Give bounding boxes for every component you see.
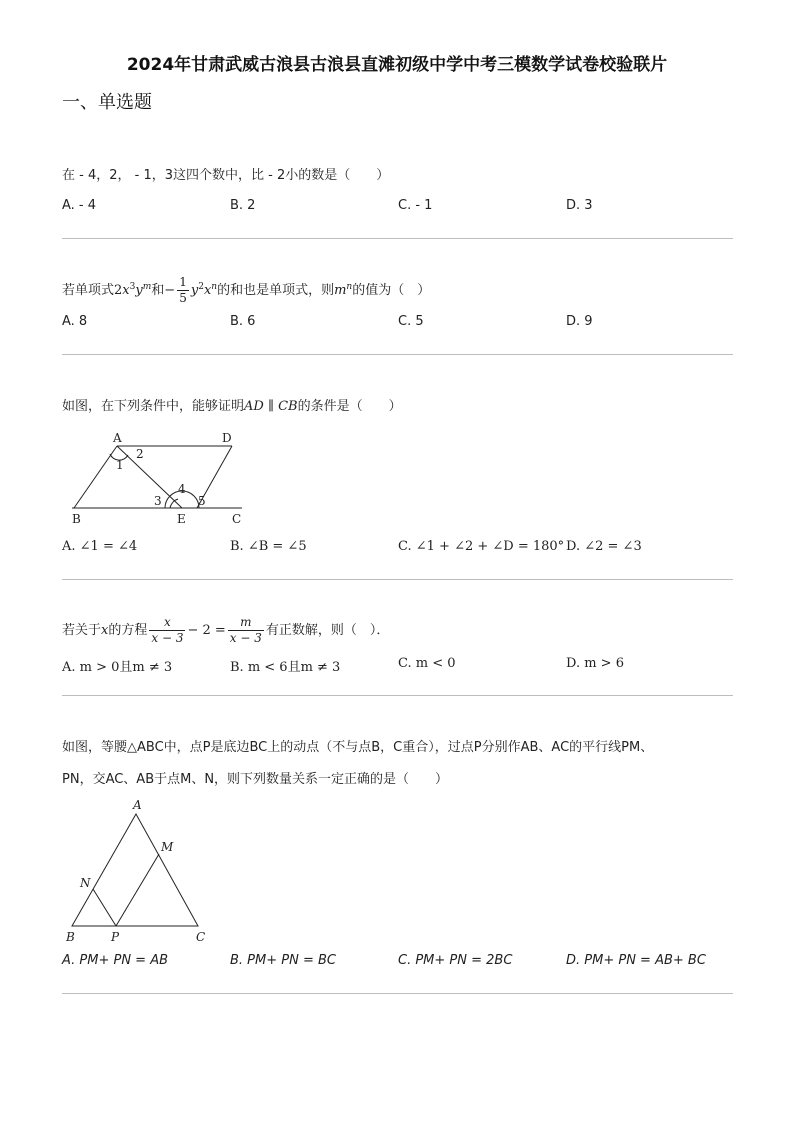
q2-frac-den: 5 xyxy=(179,291,187,305)
option-a[interactable]: A. 8 xyxy=(62,314,88,329)
q2-fraction xyxy=(177,275,189,306)
label-c: C xyxy=(196,930,206,944)
question-5-stem-line-2: PN，交AC、AB于点M、N，则下列数量关系一定正确的是（ ） xyxy=(62,772,449,787)
q2-x: x xyxy=(122,283,130,298)
question-1-stem: 在 - 4，2， - 1，3这四个数中，比 - 2小的数是（ ） xyxy=(62,168,390,183)
divider xyxy=(62,354,733,355)
q4-text-c: 有正数解，则（ ）． xyxy=(265,623,390,638)
option-b[interactable]: B. m < 6且m ≠ 3 xyxy=(230,660,341,675)
q2-m-exp: n xyxy=(346,282,353,292)
option-c[interactable]: C. ∠1 + ∠2 + ∠D = 180° xyxy=(398,539,565,554)
option-a[interactable]: A. PM+ PN = AB xyxy=(62,953,169,968)
option-b[interactable]: B. 6 xyxy=(230,314,256,329)
option-b[interactable]: B. PM+ PN = BC xyxy=(230,953,336,968)
label-d: D xyxy=(222,431,232,445)
divider xyxy=(62,695,733,696)
question-4-options xyxy=(62,656,742,676)
option-d[interactable]: D. m > 6 xyxy=(566,656,624,671)
option-c[interactable]: C. - 1 xyxy=(398,198,433,213)
option-d[interactable]: D. 9 xyxy=(566,314,593,329)
line-pm xyxy=(116,854,159,926)
label-angle-3: 3 xyxy=(154,494,162,508)
label-a: A xyxy=(113,431,122,445)
option-c[interactable]: C. PM+ PN = 2BC xyxy=(398,953,513,968)
option-b[interactable]: B. 2 xyxy=(230,198,256,213)
q4-var: x xyxy=(101,623,109,638)
q4-fraction-1 xyxy=(149,615,185,646)
divider xyxy=(62,993,733,994)
triangle-abc xyxy=(72,814,198,926)
q2-y: y xyxy=(135,283,143,298)
question-1-options xyxy=(62,198,742,218)
section-heading: 一、单选题 xyxy=(62,92,152,113)
divider xyxy=(62,579,733,580)
option-d[interactable]: D. 3 xyxy=(566,198,593,213)
line-pn xyxy=(93,889,116,926)
question-2-stem xyxy=(62,275,742,306)
label-angle-4: 4 xyxy=(178,482,186,496)
q4-f1-den: x − 3 xyxy=(151,631,184,645)
question-3-stem xyxy=(62,397,742,417)
option-c[interactable]: C. 5 xyxy=(398,314,424,329)
question-2-options xyxy=(62,314,742,334)
parallelogram-figure xyxy=(62,426,262,530)
divider xyxy=(62,238,733,239)
q2-coef: 2 xyxy=(114,283,123,298)
q4-f2-den: x − 3 xyxy=(229,631,262,645)
option-a[interactable]: A. ∠1 = ∠4 xyxy=(62,539,138,554)
question-5-stem-line-1: 如图，等腰△ABC中，点P是底边BC上的动点（不与点B，C重合），过点P分别作AB、AC的平行线PM、 xyxy=(62,740,654,755)
option-d[interactable]: D. PM+ PN = AB+ BC xyxy=(566,953,706,968)
question-3-options xyxy=(62,539,742,559)
q4-mid: − 2 = xyxy=(187,623,226,638)
option-d[interactable]: D. ∠2 = ∠3 xyxy=(566,539,642,554)
option-b[interactable]: B. ∠B = ∠5 xyxy=(230,539,307,554)
q4-text-b: 的方程 xyxy=(108,623,148,638)
option-a[interactable]: A. m > 0且m ≠ 3 xyxy=(62,660,173,675)
q2-x2: x xyxy=(203,283,212,298)
q4-f1-num: x xyxy=(149,615,185,631)
page-title: 2024年甘肃武威古浪县古浪县直滩初级中学中考三模数学试卷校验联片 xyxy=(126,55,668,75)
question-5-options xyxy=(62,953,742,973)
q2-text-b: 和 xyxy=(151,283,165,298)
label-n: N xyxy=(80,876,91,890)
label-c: C xyxy=(232,512,242,526)
label-angle-1: 1 xyxy=(116,458,124,472)
q2-neg: − xyxy=(164,283,176,298)
label-b: B xyxy=(72,512,81,526)
label-b: B xyxy=(66,930,75,944)
q2-m: m xyxy=(334,283,347,298)
q4-fraction-2 xyxy=(228,615,264,646)
label-angle-5: 5 xyxy=(198,494,206,508)
q2-y2: y xyxy=(190,283,199,298)
q2-y-exp: m xyxy=(142,282,152,292)
label-m: M xyxy=(161,840,174,854)
option-c[interactable]: C. m < 0 xyxy=(398,656,456,671)
line-ae xyxy=(117,446,182,508)
q2-x-exp: 3 xyxy=(129,282,136,292)
isosceles-triangle-figure xyxy=(62,796,222,948)
question-4-stem xyxy=(62,613,742,649)
q4-f2-num: m xyxy=(228,615,264,631)
label-e: E xyxy=(177,512,186,526)
label-p: P xyxy=(111,930,120,944)
q2-x2-exp: n xyxy=(211,282,218,292)
q2-text-d: 的值为（ ） xyxy=(352,283,431,298)
option-a[interactable]: A. - 4 xyxy=(62,198,97,213)
q2-frac-num: 1 xyxy=(179,275,187,289)
q3-condition: AD ∥ CB xyxy=(244,399,298,414)
label-a: A xyxy=(133,798,142,812)
label-angle-2: 2 xyxy=(136,447,144,461)
q4-text-a: 若关于 xyxy=(62,623,102,638)
q3-text-a: 如图，在下列条件中，能够证明 xyxy=(62,399,245,414)
q2-text-c: 的和也是单项式，则 xyxy=(217,283,335,298)
q3-text-b: 的条件是（ ） xyxy=(297,399,402,414)
q2-text-a: 若单项式 xyxy=(62,283,115,298)
q2-y2-exp: 2 xyxy=(198,282,204,292)
